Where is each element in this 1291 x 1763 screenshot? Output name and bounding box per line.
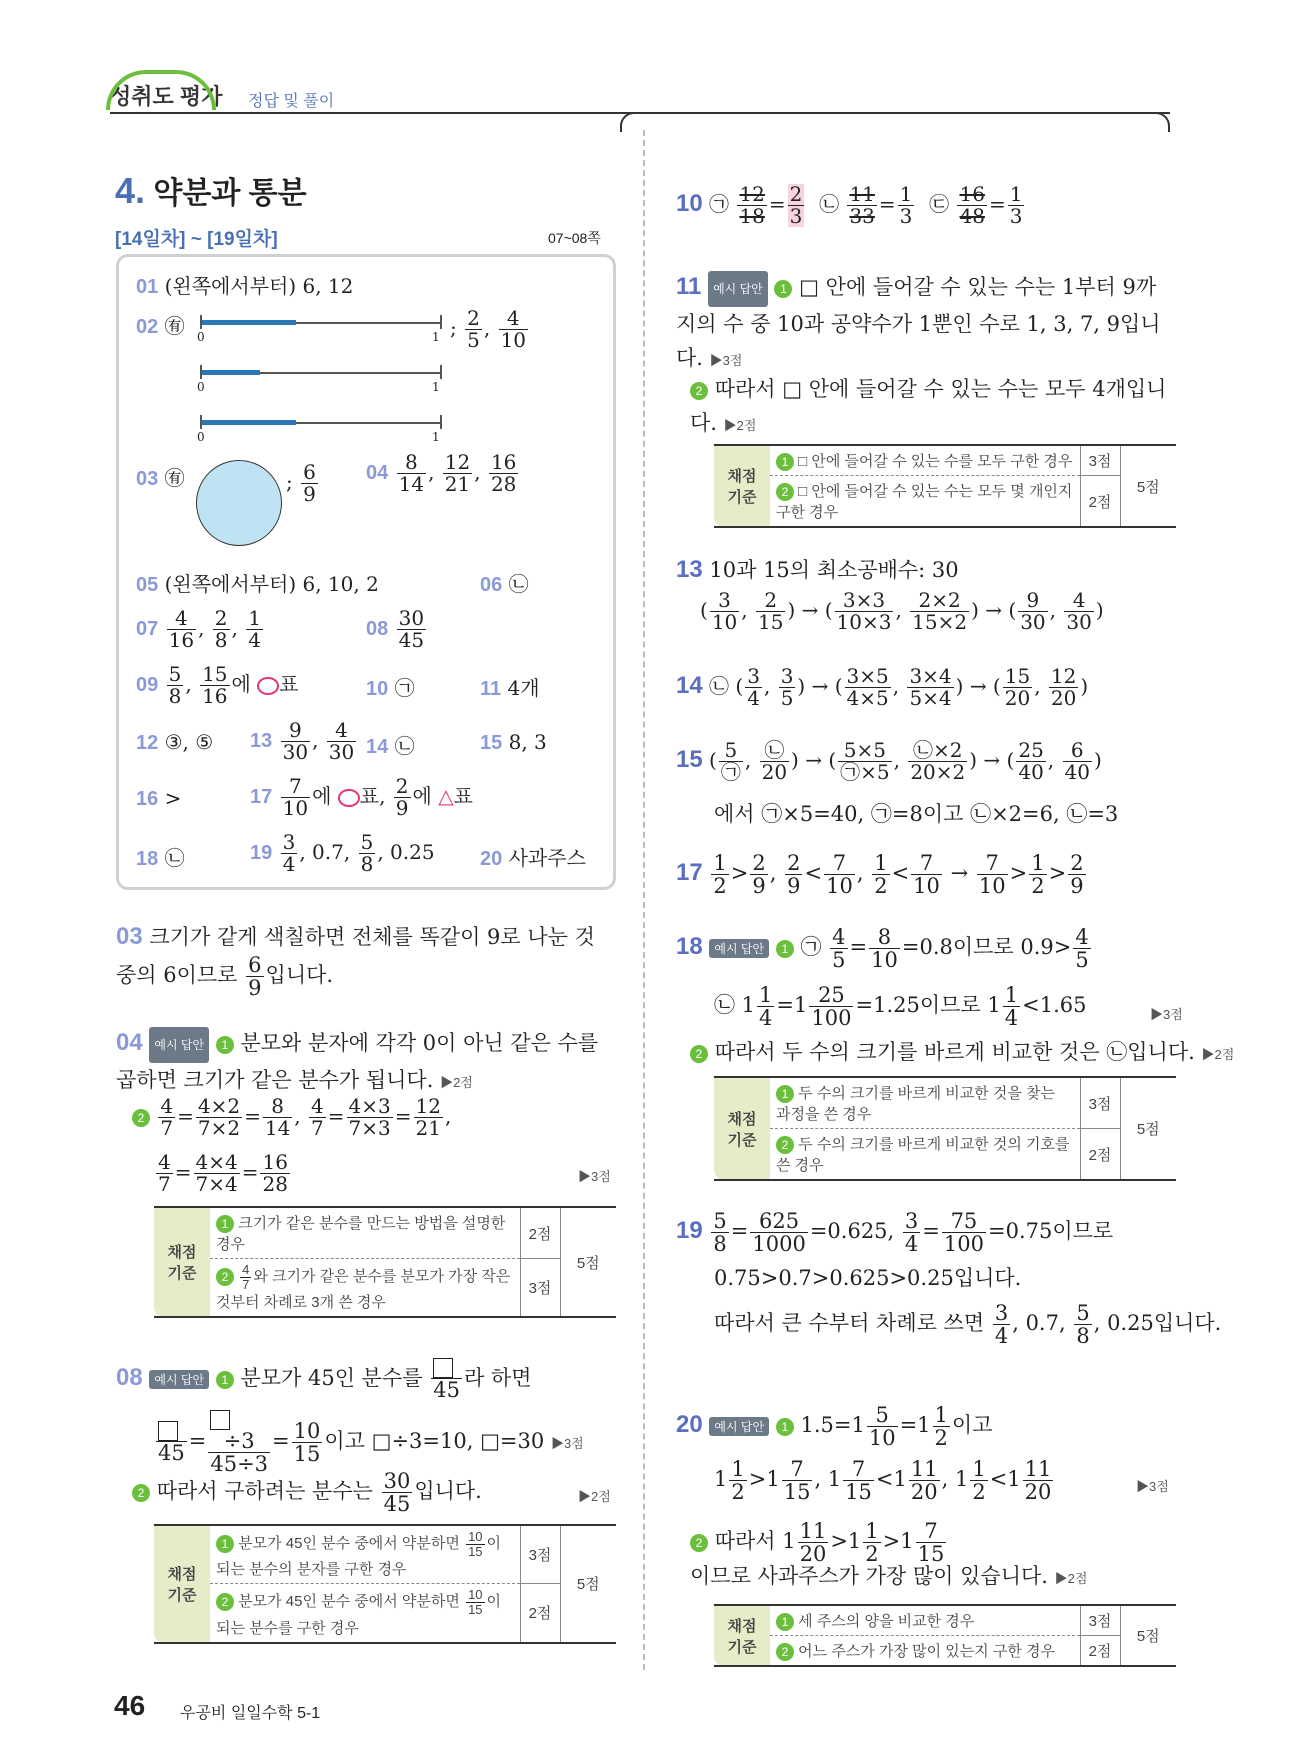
answer-09: 09 $\frac{5}{8}$ , $\frac{15}{16}$ 에 표 [136, 662, 299, 708]
answer-06: 06 ㉡ [480, 572, 529, 596]
column-divider [643, 130, 645, 1670]
answer-10: 10 ㉠ [366, 676, 415, 700]
q13-solution: 13 10과 15의 최소공배수: 30 [676, 556, 959, 583]
q18-criteria: 채점 기준 1 두 수의 크기를 바르게 비교한 것을 찾는 과정을 쓴 경우 3점 5점 2 두 수의 크기를 바르게 비교한 것의 기호를 쓴 경우 2점 [714, 1076, 1176, 1181]
answer-16: 16 > [136, 786, 182, 810]
answer-11: 11 4개 [480, 676, 540, 700]
header-tab [620, 112, 1170, 132]
answer-07: 07 $\frac{4}{16}$ , $\frac{2}{8}$ , $\frac{1}{4}$ [136, 606, 261, 652]
q11-solution: 11 예시 답안 1 □ 안에 들어갈 수 있는 수는 1부터 9까지의 수 중 10과 공약수가 1뿐인 수로 1, 3, 7, 9입니다. ▶3점 [676, 270, 1176, 378]
answer-14: 14 ㉡ [366, 734, 415, 758]
q19-solution: 19 $\frac{5}{8}$ = $\frac{625}{1000}$ =0.625, $\frac{3}{4}$ = $\frac{75}{100}$ =0.75이므로 [676, 1209, 1114, 1257]
answer-13: 13 $\frac{9}{30}$ , $\frac{4}{30}$ [250, 718, 355, 764]
logo: 성취도 평가 [110, 80, 222, 111]
q17-solution: 17 $\frac{1}{2}$ > $\frac{2}{9}$ , $\frac{2}{9}$ < $\frac{7}{10}$ , $\frac{1}{2}$ < $\frac{7}{10}$ → $\frac{7}{10}$ > $\frac{1}{2}$ > $\frac{2}{9}$ [676, 851, 1084, 899]
answer-01: 01 (왼쪽에서부터) 6, 12 [136, 274, 354, 298]
q18-solution: 18 예시 답안 1 ㉠ $\frac{4}{5}$ = $\frac{8}{10}$ =0.8이므로 0.9> $\frac{4}{5}$ [676, 925, 1089, 973]
answer-20: 20 사과주스 [480, 846, 586, 870]
answer-19: 19 $\frac{3}{4}$ , 0.7, $\frac{5}{8}$ , 0.25 [250, 830, 435, 876]
answer-08: 08 $\frac{30}{45}$ [366, 606, 425, 652]
q20-criteria: 채점 기준 1 세 주스의 양을 비교한 경우 3점 5점 2 어느 주스가 가장 많이 있는지 구한 경우 2점 [714, 1604, 1176, 1667]
q04-equations: 2 $\frac{4}{7}$ = $\frac{4\times 2}{7\times 2}$ = $\frac{8}{14}$ , $\frac{4}{7}$ = $\frac{4\times 3}{7\times 3}$ = $\frac{12}{21}$ , [132, 1096, 451, 1139]
answer-18: 18 ㉡ [136, 846, 185, 870]
q08-solution: 08 예시 답안 1 분모가 45인 분수를 45 라 하면 [116, 1358, 532, 1401]
answer-03: 03 ㊒ [136, 466, 185, 490]
q11-criteria: 채점 기준 1 □ 안에 들어갈 수 있는 수를 모두 구한 경우 3점 5점 2 □ 안에 들어갈 수 있는 수는 모두 몇 개인지 구한 경우 2점 [714, 444, 1176, 528]
page-range: 07~08쪽 [548, 230, 601, 246]
answer-04: 04 $\frac{8}{14}$ , $\frac{12}{21}$ , $\frac{16}{28}$ [366, 450, 517, 496]
q08-criteria: 채점 기준 1 분모가 45인 분수 중에서 약분하면 $\frac{10}{15}$ 이 되는 분수의 분자를 구한 경우 3점 5점 2 분모가 45인 분수 중에서 약분하면 $\frac{10}{15}$ 이 되는 분수를 구한 경우 2점 [154, 1524, 616, 1644]
q20-solution: 20 예시 답안 1 1.5=1 $\frac{5}{10}$ =1 $\frac{1}{2}$ 이고 [676, 1403, 993, 1451]
answer-17: 17 $\frac{7}{10}$ 에 표, $\frac{2}{9}$ 에 △표 [250, 774, 473, 820]
book-title: 우공비 일일수학 5-1 [180, 1705, 321, 1722]
answer-12: 12 ③, ⑤ [136, 730, 214, 754]
answer-15: 15 8, 3 [480, 730, 547, 754]
answer-05: 05 (왼쪽에서부터) 6, 10, 2 [136, 572, 379, 596]
q15-solution: 15 ( $\frac{5}{㉠}$ , $\frac{㉡}{20}$ ) → ( $\frac{5\times 5}{㉠\times 5}$ , $\frac{㉡\times 2}{20\times 2}$ ) → ( $\frac{25}{40}$ , $\frac{6}{40}$ ) [676, 738, 1102, 784]
answer-02: 02 ㊒ [136, 314, 185, 338]
pie-diagram [196, 460, 282, 546]
day-range: [14일차] ~ [19일차] [115, 229, 278, 250]
header-subtitle: 정답 및 풀이 [248, 93, 335, 110]
q03-solution: 03 크기가 같게 색칠하면 전체를 똑같이 9로 나눈 것 중의 6이므로 $\frac{6}{9}$ 입니다. [116, 923, 595, 1001]
q10-solution: 10 ㉠ $\frac{12}{18}$ = $\frac{2}{3}$ ㉡ $\frac{11}{33}$ = $\frac{1}{3}$ ㉢ $\frac{16}{48}$ = $\frac{1}{3}$ [676, 182, 1023, 228]
q04-criteria: 채점 기준 1 크기가 같은 분수를 만드는 방법을 설명한 경우 2점 5점 2 $\frac{4}{7}$ 와 크기가 같은 분수를 분모가 가장 작은 것부터 차례로 3개 쓴 경우 3점 [154, 1206, 616, 1318]
page-number: 46 [114, 1690, 146, 1721]
section-title: 4. 약분과 통분 [115, 170, 307, 211]
q04-solution: 04 예시 답안 1 분모와 분자에 각각 0이 아닌 같은 수를 곱하면 크기가 같은 분수가 됩니다. ▶2점 [116, 1026, 616, 1100]
q14-solution: 14 ㉡ ( $\frac{3}{4}$ , $\frac{3}{5}$ ) → ( $\frac{3\times 5}{4\times 5}$ , $\frac{3\times 4}{5\times 4}$ ) → ( $\frac{15}{20}$ , $\frac{12}{20}$ ) [676, 664, 1089, 710]
